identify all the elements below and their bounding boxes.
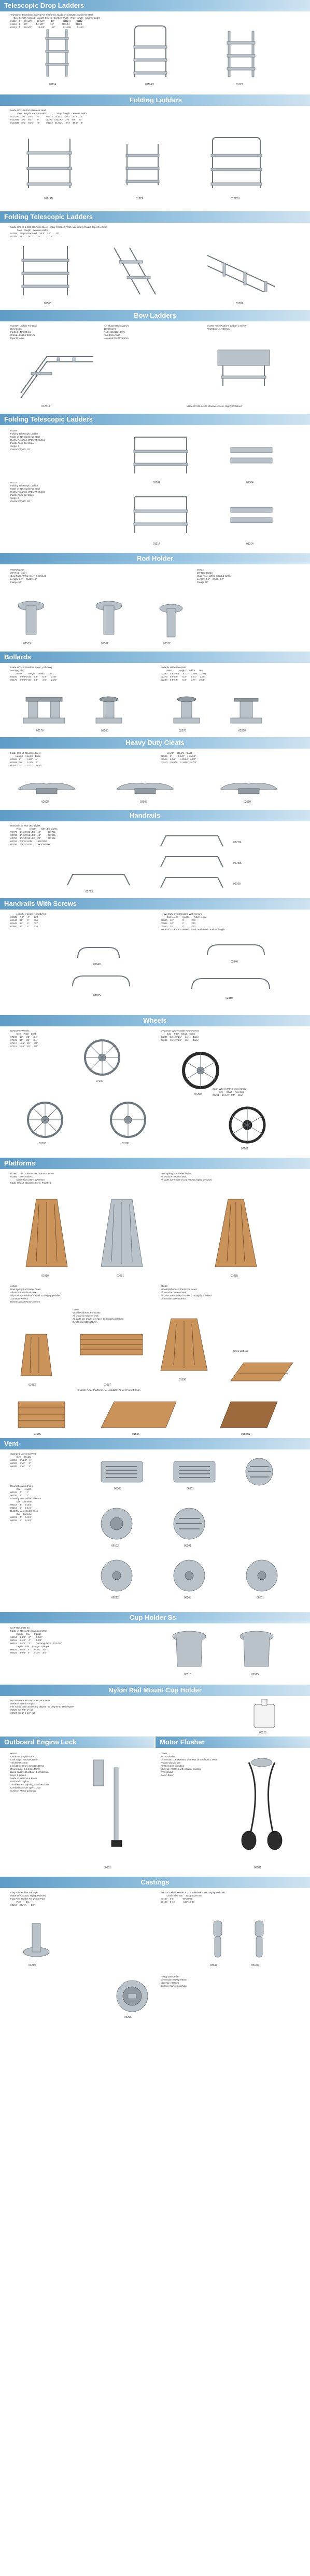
specs-text: Bow Spring For Power boats, All wood is made of teak. All parts are made of a great 316,highly polished: [161, 1172, 212, 1181]
anchor-swivel-image: [249, 1918, 270, 1960]
cleat-image: [16, 776, 78, 797]
product-code: 06102: [111, 1544, 119, 1548]
section-castings: [0, 1877, 310, 2022]
section-handrails: [0, 810, 310, 898]
specs-text: Handrails or with LED Lights Pipe length with LED Lights 02770 1" (7/8"od LED) 12" 02770L 02780 1" (7/8"od LED) 18" 02780L 02790 1" (7/8"od LED) 24" 02790L 02793 7/8"od LED 1940*300 02794 7/8"od LED 76x3ON/200": [10, 824, 58, 846]
product-code: 06201: [257, 1596, 264, 1599]
product-code: 07105: [122, 1142, 129, 1145]
specs-text: Length Height Length/mm 02635 7-8" 4" 222 02640 12" 4" 305 02645 18" 4" 457 02650 24" 4" 610: [10, 913, 47, 928]
section-title: Bow Ladders: [0, 310, 310, 321]
ladder-image: [21, 136, 78, 193]
product-code: 01314: [153, 543, 160, 546]
section-nylon-cup: [0, 1685, 310, 1737]
specs-text: Made Of 316 & 304 Stainless Steel, Highly Polished, With Anti-sliding Plastic Taps On Steps Step length centrum width 01302 Steps+Standard 35.5" 7.5" 10" 01303 1+2 50" 7.5" 1-1/4": [10, 226, 108, 238]
product-code: 01590: [179, 1378, 186, 1381]
product-code: 02260: [238, 729, 246, 733]
product-code: 02790: [233, 883, 241, 886]
product-code: 02840: [231, 960, 238, 964]
section-folding: [0, 94, 310, 211]
rod-holder-image: [156, 602, 187, 639]
platform-ladder-image: [207, 347, 280, 389]
product-code: 02608: [41, 801, 49, 804]
section-title: Handrails: [0, 810, 310, 821]
product-code: 01314: [246, 543, 253, 546]
specs-text: Length Height Base 02506 6" 1-1/8" 4-11/64" 02509 8-5/8" 1-25/64" 5-1/4" 02510 10-5/8" 1-19/32" 5-7/8": [161, 752, 197, 764]
specs-text: Anchor Swivel, Made Of 316 Stainless Steel, Highly Polished Chain Size mm Body Size mm 03147 6-8 90*38*38 03148 8-10 110*43*43: [161, 1891, 226, 1903]
specs-text: Made Of 316&304 Stainless steel. Step length centrum width Step length centrum width 01212N 2+1 20.8" 8" 01212 01212U 2+1 20.8" 8" 01222N 3+2 40" 8" 01222 01222U 3+2 40" 8" 01232N 3+2 48.5" 8" 01232 01232U 3+2 48.5" 8": [10, 109, 87, 124]
section-title: Handrails With Screws: [0, 898, 310, 910]
bollard-image: [171, 692, 202, 726]
product-code: 02160: [101, 729, 108, 733]
handrail-image: [156, 854, 228, 870]
ladder-image: [130, 432, 192, 479]
platform-image: [156, 1313, 213, 1376]
section-title: Platforms: [0, 1158, 310, 1169]
product-code: 01304: [246, 481, 253, 484]
specs-text: Bollards With Baseplate Base Height Width Dia 02260 5.83*5.8" 4.72" 3.94" 2.08" 02270 5.9*5.9" 5.3" 5.91" 2.68" 02280 6.5*6.5" 5.3" 3.8" 2.64": [161, 666, 207, 681]
product-code: 02635: [93, 994, 101, 997]
specs-text: "U" Shape Bed Support 100 Degree Rod: 150x16x16mm Fork Dimension Unfolded:75"36"*14mm: [104, 324, 129, 340]
specs-text: 06501 Motor Flusher Dimension: 13.5x58mm, diameter of steel rod: 1.9mm Rubber plastic tyre Plastic tubes included Material: AISI316 with powder coating, PVC plastic Color: Black: [161, 1752, 218, 1777]
nylon-cup-holder-image: [249, 1699, 280, 1730]
section-cup-holder: [0, 1612, 310, 1685]
product-code: 01083: [29, 1384, 36, 1387]
section-title: Folding Telescopic Ladders: [0, 414, 310, 425]
section-title: Folding Ladders: [0, 94, 310, 106]
cleat-image: [218, 776, 280, 797]
specs-text: 06601 Outboard Engine Lock Lock cage: 265x39x35mm Thickness: 2mm Lock Dimension: 245x40x30mm Round pipe: 34x1.5x440mm Black pads: 100x20mm & 70x20mm Keys: 2 pieces Made of AISI316 & Brass Pad made: Nylon The keys are key ring, stainless steel Combination can open: 1.60 Surface: Mirror polishing: [10, 1752, 50, 1792]
section-title: Telescopic Drop Ladders: [0, 0, 310, 11]
section-title: Outboard Engine Lock: [0, 1737, 154, 1748]
section-outboard-flusher: [0, 1737, 310, 1877]
section-title: Cup Holder Ss: [0, 1612, 310, 1623]
product-code: 03219: [29, 1964, 36, 1967]
section-wheels: [0, 1015, 310, 1158]
product-code: 06520: [259, 1731, 266, 1734]
ladder-image: [130, 25, 171, 82]
product-code: 01304: [153, 481, 160, 484]
section-title: Heavy Duty Cleats: [0, 737, 310, 749]
product-code: 01087: [104, 1384, 111, 1387]
product-code: 01222: [136, 197, 143, 200]
specs-text: Flag Pole Holder For Pipe Made Of AISI316, Highly Polished Flag Pole Holder For 25mm Pipe Pipe Dia 03219 25mm 3/8": [10, 1891, 47, 1906]
vent-image: [171, 1557, 207, 1594]
product-code: 01114: [49, 83, 57, 86]
vent-image: [244, 1456, 275, 1487]
section-title: Castings: [0, 1877, 310, 1888]
handrail-image: [187, 976, 275, 992]
platform-image: [207, 1194, 264, 1272]
product-code: 02780L: [233, 862, 242, 865]
section-title: Bollards: [0, 652, 310, 663]
anchor-swivel-image: [207, 1918, 228, 1960]
vent-image: [171, 1506, 207, 1542]
ladder-image: [228, 497, 275, 533]
specs-text: 01304 Folding Telescopic Ladder Made of 316 Stainless Steel Highly Polished, With Anti-sliding Plastic Taps On Steps Steps: 4 Centum Width: 10": [10, 429, 45, 451]
product-code: 01222U: [231, 197, 240, 200]
section-bollards: [0, 652, 310, 737]
product-code: 07200: [194, 1093, 202, 1096]
specs-text: Heavy Duty Oval Handrail With screws End to end Height Tube Height 02840 12" 4" 200 02845 18" 4" 240 02850 24" 4" 240 Made of 316&304 Stainless Steel, Available in various length: [161, 913, 225, 931]
specs-text: 01314 Folding Telescopic Ladder Made of 316 Stainless Steel Highly Polished, With Anti-sliding Plastic Taps On Steps Steps: 3 Centum Width: 10": [10, 481, 45, 503]
product-code: 07100: [96, 1080, 103, 1083]
note-text: Made Of 316 & 304 Stainless Steel, Highly Polished.: [187, 405, 242, 408]
ladder-image: [16, 243, 78, 301]
product-code: 01303: [44, 302, 51, 305]
specs-text: 01003 One Platform Ladder 2 Steps W:280mm, L:600mm: [207, 324, 246, 330]
cleat-image: [114, 776, 176, 797]
vent-image: [98, 1459, 145, 1485]
product-code: 01212N: [44, 197, 53, 200]
specs-text: 01231Y Ladder For Bow Dimension: Folded:145*300mm Unfolded:1200*200mm Pipe:22.4mm: [10, 324, 37, 340]
product-code: 02640: [93, 963, 101, 966]
outboard-lock-image: [88, 1757, 135, 1851]
specs-text: CUP HOLDER SS Made of 316 & 304 Stainless Steel Depth Dia Flange 06510 3-1/4" 3" 3-5/8" 06511 3-1/4" 4" 4-1/4" 06511 3-1/4" 3" Rectangular 3-1/8*4-1/4" Depth Dia Flange Flange 06521 3-3/4" 4" 4-1/4" 3/8" 06522 3-3/4" 4" 4-1/4" 3/4": [10, 1626, 62, 1654]
section-title: Motor Flusher: [156, 1737, 310, 1748]
specs-text: Destroyer Wheels Size Pitch Shaft 07100 13" 25° 3/4" 07105 15" 25° 3/4" 07110 13.5" 25° 3/4" 07115 15.5" 25° 3/4": [10, 1029, 38, 1048]
product-code: 06501: [254, 1866, 261, 1869]
rod-holder-image: [16, 600, 47, 636]
cup-holder-image: [171, 1630, 207, 1669]
handrail-image: [67, 973, 135, 989]
cup-holder-image: [238, 1630, 275, 1669]
product-code: 06212: [111, 1596, 119, 1599]
ladder-image: [223, 29, 259, 80]
section-vent: [0, 1438, 310, 1612]
ladder-image: [202, 245, 280, 292]
product-code: 03147: [210, 1964, 217, 1967]
section-bow: [0, 310, 310, 414]
product-code: 01085: [231, 1275, 238, 1278]
product-code: 06510: [184, 1673, 191, 1676]
section-folding-telescopic-2: [0, 414, 310, 553]
platform-image: [16, 1397, 67, 1433]
swim-platform-image: [228, 1358, 295, 1386]
section-title: Folding Telescopic Ladders: [0, 211, 310, 223]
specs-text: 02302/02303 30" Rod Holder Oval Face, White Insert & Gasket Length: 8.4" Width: 4.2" Flange 90": [10, 568, 46, 584]
product-code: 01231Y: [41, 405, 51, 408]
handrail-image: [202, 942, 270, 958]
product-code: 02510: [244, 801, 251, 804]
specs-text: 01083 Bow Spring For Power boats, All wood is made of teak. All parts are made of a steel 316,highly polished 316 Boat Rollers Dimension:330*100*100mm: [10, 1285, 61, 1303]
product-code: 01081: [117, 1275, 124, 1278]
vent-image: [244, 1557, 280, 1594]
product-code: 06601: [104, 1866, 111, 1869]
section-cleats: [0, 737, 310, 810]
specs-text: Stamped Louvered Vent Size Height 06302 5"x2.5" 1" 06303 6"x3" 1" 06304 8"x4" 1": [10, 1453, 36, 1468]
vent-image: [98, 1557, 135, 1594]
bollard-image: [228, 692, 264, 726]
bollard-image: [93, 692, 124, 726]
section-title: Nylon Rail Mount Cup Holder: [0, 1685, 310, 1696]
product-code: 03148: [251, 1964, 259, 1967]
specs-text: Telescopic Boarding Ladders For Platforms, Made Of 316&304 Stainless Steel. Box Length Ascend Length Extend Centum Width Rfer Handle Under Handle 01112 3 20-1/2" 13-1/2" 10" 01112H 01112 01113 3 20" 14-1/2" 12" 01113H 01122 01114 4 20-1/2" 15-1/2" 12" 01114H 01123: [10, 13, 100, 29]
product-code: 01114H: [145, 83, 154, 86]
specs-text: NYLON RAIL MOUNT CUP HOLDER Made of Injection Nylon Fits round rails can be any degree, 90 degree to 180 degree 06520 for 7/8"-1" rail 06520 for 1"-1-1/4" rail: [10, 1699, 74, 1714]
product-code: 02302: [101, 642, 108, 645]
caption-text: Swim platform: [233, 1350, 249, 1352]
specs-text: 01087 Wood Platforms For Boats All wood is made of teak All parts are made of a steel 316,highly polished Dimension:610*370mm: [73, 1308, 123, 1323]
product-code: 01588N: [241, 1433, 250, 1436]
flag-pole-holder-image: [21, 1918, 52, 1960]
product-code: 07201: [241, 1147, 248, 1150]
product-code: 01302: [236, 302, 243, 305]
steering-wheel-image: [83, 1038, 122, 1077]
handrail-image: [156, 875, 228, 890]
platform-image: [78, 1329, 145, 1360]
specs-text: Made Of 316 Stainless Steel , polishing Mooring Bitt Base Height Width Dia 02160 6-3/5*3-3/4" 6.3" 6.3" 2.48" 02170 6-3/5*7-3/4" 6.3" 4.5" 2.75": [10, 666, 57, 681]
specs-text: Destroyer Wheels With Foam Cover Size Pitch Shaft Color 07200 13-1/2" 25° 3/4" Black 07205 15-1/2" 25° 3/4" Black: [161, 1029, 199, 1041]
product-code: 02270: [179, 729, 186, 733]
product-code: 02850: [226, 997, 233, 1000]
product-code: 06205: [184, 1596, 191, 1599]
platform-image: [16, 1329, 57, 1381]
product-code: 06301: [187, 1487, 194, 1490]
product-code: 02793: [86, 890, 93, 893]
product-code: 02770L: [233, 841, 242, 844]
product-code: 01122: [236, 83, 243, 86]
product-code: 07103: [39, 1142, 46, 1145]
platform-image: [96, 1194, 148, 1272]
section-title: Wheels: [0, 1015, 310, 1026]
ladder-image: [228, 437, 275, 473]
product-code: 01586: [34, 1433, 41, 1436]
ladder-image: [109, 242, 166, 300]
section-title: Vent: [0, 1438, 310, 1449]
steering-wheel-image: [228, 1106, 267, 1145]
ladder-image: [130, 492, 192, 538]
product-code: 06515: [251, 1673, 259, 1676]
product-code: 06303: [114, 1487, 121, 1490]
ladder-image: [41, 27, 73, 79]
ladder-image: [205, 136, 267, 193]
product-code: 02506: [140, 801, 147, 804]
bow-ladder-image: [16, 351, 98, 401]
product-code: 03295: [124, 2016, 132, 2019]
platform-image: [21, 1194, 73, 1272]
note-text: Custom-made Platforms Are Available To Meet Your Design: [78, 1389, 140, 1391]
bollard-image: [21, 692, 67, 726]
section-handrails-screws: [0, 898, 310, 1015]
product-code: 02312: [163, 642, 171, 645]
handrail-image: [73, 945, 124, 960]
steering-wheel-image: [109, 1101, 148, 1140]
section-rod-holder: [0, 553, 310, 652]
specs-text: 01086 Wood Platforms 2 Parts For Boats All wood is made of teak. All parts are made of a steel 316,highly polished Dimension:610*370mm: [161, 1285, 212, 1300]
steering-wheel-image: [26, 1101, 65, 1140]
platform-image: [218, 1397, 280, 1433]
platform-image: [98, 1397, 181, 1433]
specs-text: 02312 30" Rod Holder Oval Face, White Insert & Gasket Length: 8.4" Width: 3.7" Flange 90": [197, 568, 233, 584]
product-code: 06101: [184, 1544, 191, 1548]
section-folding-telescopic-1: [0, 211, 310, 310]
ladder-image: [122, 141, 163, 188]
product-code: 01586: [132, 1433, 139, 1436]
product-code: 01080: [41, 1275, 49, 1278]
vent-image: [171, 1459, 218, 1485]
specs-text: Heavy Deck Filler Dimension: 95*32*66mm Material: AISI316 Surface: Mirror polishing: [161, 1975, 187, 1987]
handrail-image: [62, 872, 135, 888]
section-telescopic-drop: [0, 0, 310, 94]
section-title: Rod Holder: [0, 553, 310, 564]
specs-text: Round Louvered Vent Dia Height 06105 4" 1" 06106 5" 1" Butterfly Vent with Knob Vent Dia Diameter 06212 4" 1-3/4" 06213 5" 1-1/4" Butterfly Vent-Cedar Knob Dia Diameter 06201 4" 1-3/4" 06205 5" 1-3/4": [10, 1485, 41, 1522]
vent-image: [98, 1506, 135, 1542]
product-code: 02303: [23, 642, 31, 645]
steering-wheel-image: [181, 1051, 220, 1090]
specs-text: 01080 Fits Dimension 230*440*70mm 01081 With Rollers Dimension 230*440*70mm Made Of 316 Stainless Steel, Polished: [10, 1172, 54, 1184]
rod-holder-image: [93, 600, 124, 636]
deck-filler-image: [114, 1978, 150, 2014]
motor-flusher-image: [233, 1757, 290, 1851]
handrail-image: [156, 833, 228, 849]
product-code: 02170: [36, 729, 44, 733]
specs-text: Made Of 316 Stainless Steel Length Height Base 02608 8" 1-1/8" 4" 02609 10" 1-3/8" 5" 02610 12" 1-1/2" 5-1/2": [10, 752, 43, 767]
specs-text: Sport Wheel With Control Knob Size Shaft Rim Size 07201 13-1/2" 3/4" Blue: [213, 1088, 246, 1096]
section-platforms: [0, 1158, 310, 1438]
